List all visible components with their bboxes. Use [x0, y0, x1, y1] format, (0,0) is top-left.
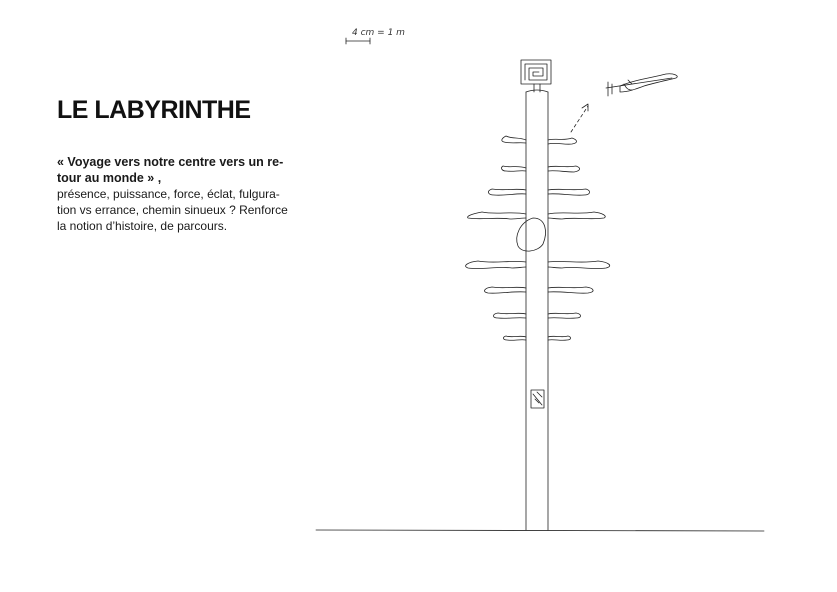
scale-label: 4 cm = 1 m: [352, 28, 405, 38]
ground-line: [316, 530, 764, 531]
body-line-1: présence, puissance, force, éclat, fulgura-: [57, 187, 280, 201]
detail-arrow: [571, 104, 588, 132]
pole: [526, 90, 548, 530]
quote-text: « Voyage vers notre centre vers un re-tour au monde » ,: [57, 155, 284, 185]
branches: [466, 136, 610, 340]
sign-connector: [534, 84, 540, 92]
hanging-shell: [517, 218, 546, 251]
plaque-icon: [531, 390, 544, 408]
labyrinth-sign-icon: [521, 60, 551, 84]
page-title: LE LABYRINTHE: [57, 96, 251, 124]
branch-detail-sketch: [606, 74, 677, 96]
scale-bar: [346, 38, 370, 44]
body-line-3: la notion d’histoire, de parcours.: [57, 219, 228, 233]
body-line-2: tion vs errance, chemin sinueux ? Renforce: [57, 203, 288, 217]
